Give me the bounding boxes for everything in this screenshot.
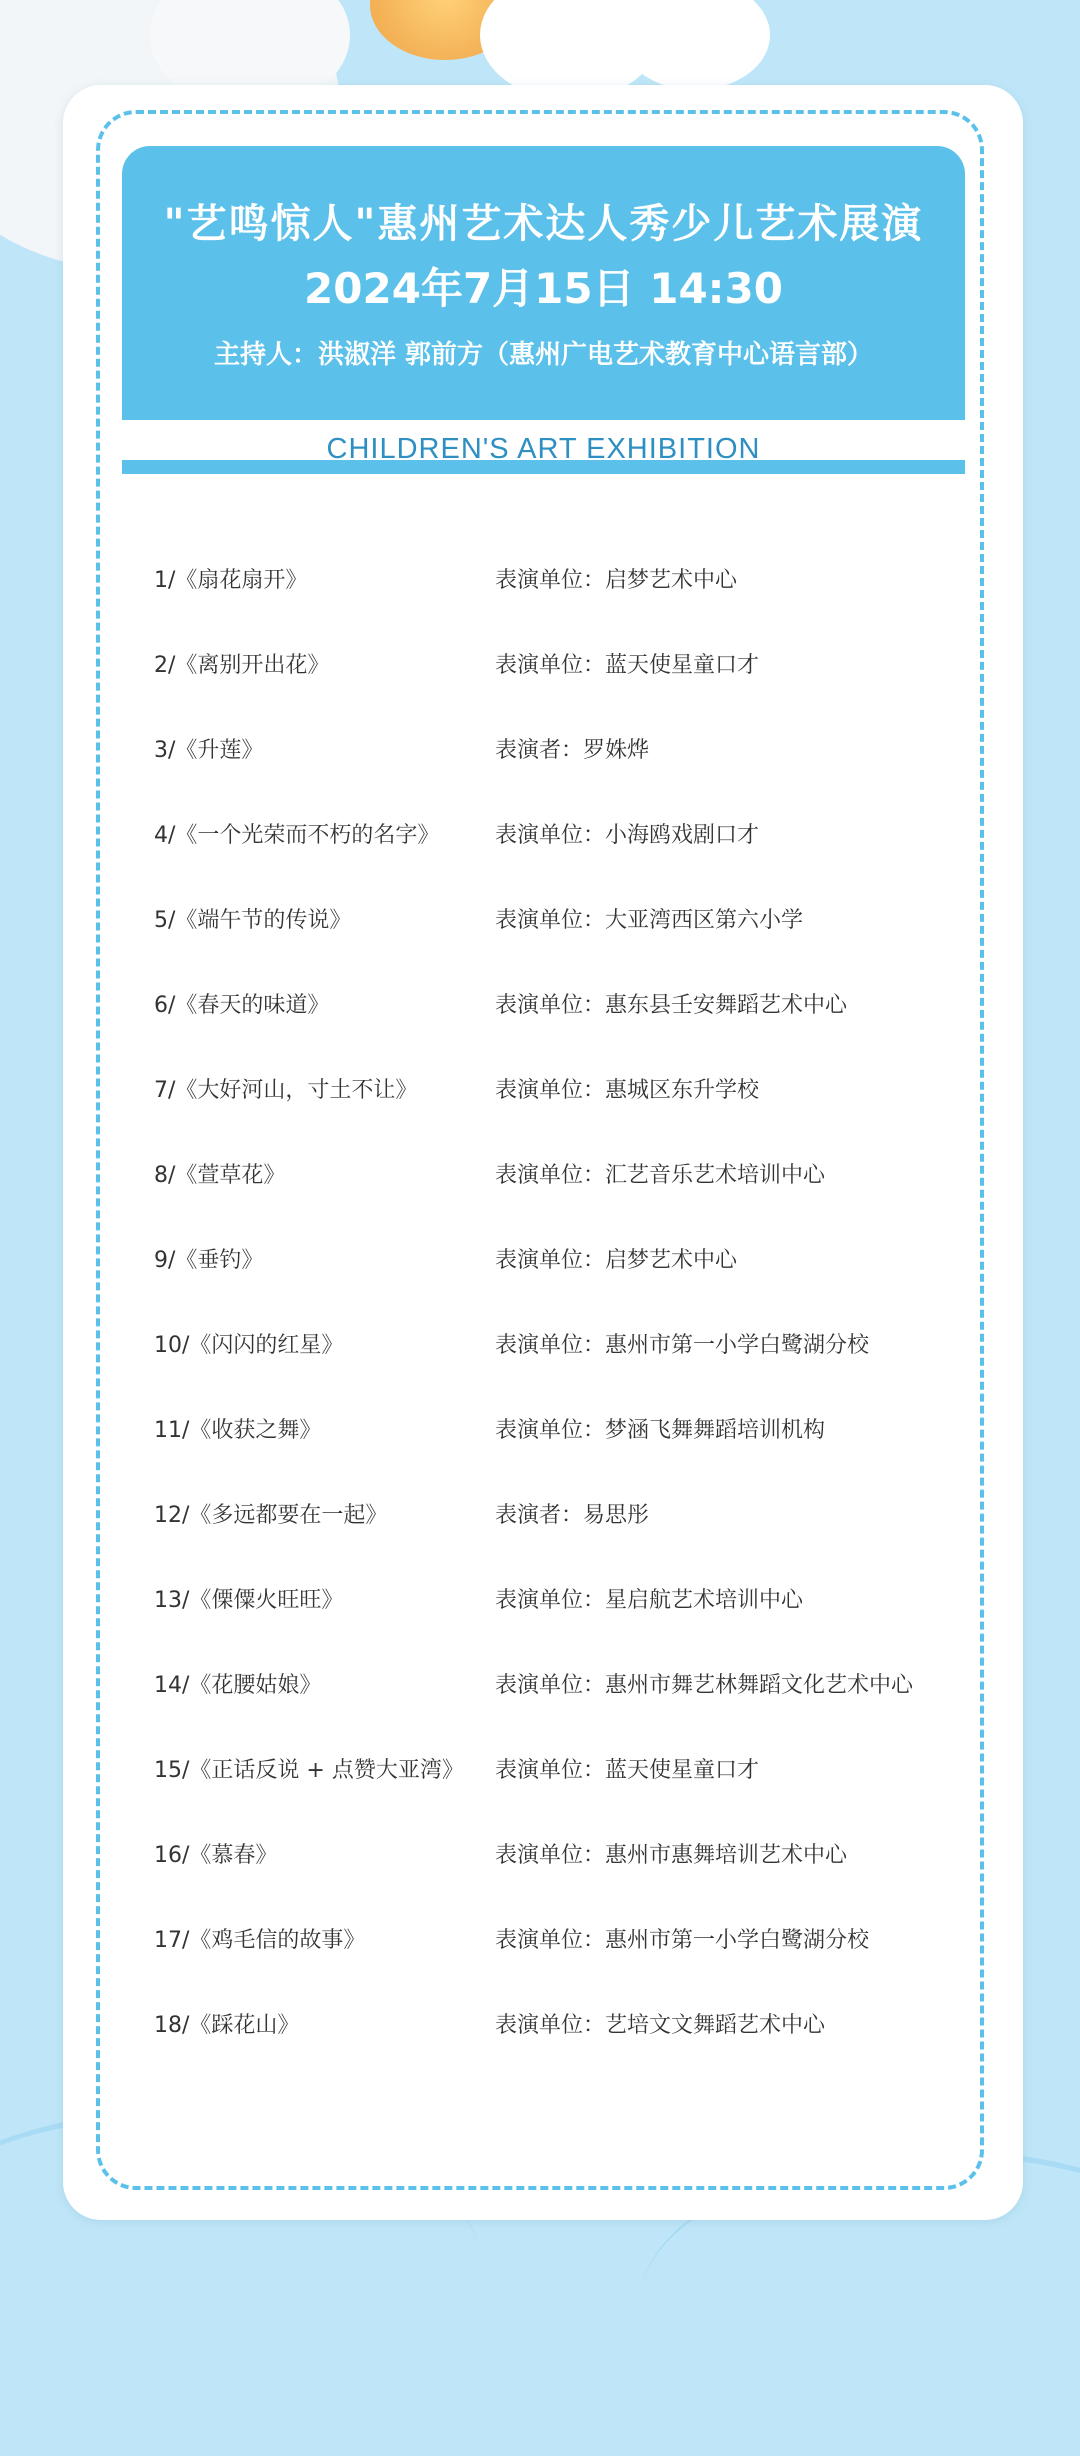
program-row xyxy=(154,1073,1004,1158)
program-title: 14/《花腰姑娘》 xyxy=(154,1673,322,1698)
program-title: 17/《鸡毛信的故事》 xyxy=(154,1928,366,1953)
program-title: 8/《萱草花》 xyxy=(154,1163,286,1188)
program-row xyxy=(154,1498,1004,1583)
program-performer: 表演单位：惠州市惠舞培训艺术中心 xyxy=(495,1843,848,1868)
program-performer: 表演单位：小海鸥戏剧口才 xyxy=(495,823,760,848)
program-title: 16/《慕春》 xyxy=(154,1843,278,1868)
program-performer: 表演单位：大亚湾西区第六小学 xyxy=(495,908,804,933)
program-row xyxy=(154,1243,1004,1328)
program-performer: 表演者：罗姝烨 xyxy=(495,738,650,763)
program-row xyxy=(154,818,1004,903)
program-row xyxy=(154,903,1004,988)
program-card xyxy=(63,85,1023,2220)
program-title: 2/《离别开出花》 xyxy=(154,653,330,678)
program-performer: 表演单位：蓝天使星童口才 xyxy=(495,1758,760,1783)
program-performer: 表演单位：惠东县壬安舞蹈艺术中心 xyxy=(495,993,848,1018)
event-subtitle: CHILDREN'S ART EXHIBITION xyxy=(326,433,761,465)
event-datetime: 2024年7月15日 14:30 xyxy=(304,264,783,313)
program-row xyxy=(154,1923,1004,2008)
program-performer: 表演单位：惠州市第一小学白鹭湖分校 xyxy=(495,1333,870,1358)
program-row xyxy=(154,1413,1004,1498)
program-title: 4/《一个光荣而不朽的名字》 xyxy=(154,823,440,848)
program-title: 7/《大好河山，寸土不让》 xyxy=(154,1078,418,1103)
program-row xyxy=(154,2008,1004,2093)
program-performer: 表演单位：汇艺音乐艺术培训中心 xyxy=(495,1163,826,1188)
program-row xyxy=(154,988,1004,1073)
program-title: 12/《多远都要在一起》 xyxy=(154,1503,388,1528)
program-title: 10/《闪闪的红星》 xyxy=(154,1333,344,1358)
program-performer: 表演单位：艺培文文舞蹈艺术中心 xyxy=(495,2013,826,2038)
event-title: "艺鸣惊人"惠州艺术达人秀少儿艺术展演 xyxy=(163,201,924,247)
program-row xyxy=(154,1583,1004,1668)
program-row xyxy=(154,1328,1004,1413)
program-title: 13/《傈僳火旺旺》 xyxy=(154,1588,344,1613)
program-title: 6/《春天的味道》 xyxy=(154,993,330,1018)
cloud-decoration-top-right xyxy=(620,0,770,90)
program-performer: 表演单位：蓝天使星童口才 xyxy=(495,653,760,678)
program-row xyxy=(154,1838,1004,1923)
program-performer: 表演单位：启梦艺术中心 xyxy=(495,568,738,593)
event-host: 主持人：洪淑洋 郭前方（惠州广电艺术教育中心语言部） xyxy=(213,340,874,370)
program-title: 15/《正话反说 + 点赞大亚湾》 xyxy=(154,1758,464,1783)
program-performer: 表演单位：惠州市第一小学白鹭湖分校 xyxy=(495,1928,870,1953)
program-row xyxy=(154,733,1004,818)
program-performer: 表演单位：惠城区东升学校 xyxy=(495,1078,760,1103)
program-performer: 表演单位：星启航艺术培训中心 xyxy=(495,1588,804,1613)
program-list xyxy=(154,563,1004,2093)
program-row xyxy=(154,563,1004,648)
program-title: 18/《踩花山》 xyxy=(154,2013,300,2038)
program-title: 3/《升莲》 xyxy=(154,738,264,763)
program-row xyxy=(154,648,1004,733)
program-row xyxy=(154,1753,1004,1838)
program-title: 5/《端午节的传说》 xyxy=(154,908,352,933)
program-performer: 表演者：易思彤 xyxy=(495,1503,650,1528)
program-performer: 表演单位：梦涵飞舞舞蹈培训机构 xyxy=(495,1418,826,1443)
header-banner xyxy=(122,146,965,420)
program-row xyxy=(154,1668,1004,1753)
program-performer: 表演单位：惠州市舞艺林舞蹈文化艺术中心 xyxy=(495,1673,914,1698)
program-title: 1/《扇花扇开》 xyxy=(154,568,308,593)
program-title: 11/《收获之舞》 xyxy=(154,1418,322,1443)
program-performer: 表演单位：启梦艺术中心 xyxy=(495,1248,738,1273)
program-row xyxy=(154,1158,1004,1243)
program-title: 9/《垂钓》 xyxy=(154,1248,264,1273)
